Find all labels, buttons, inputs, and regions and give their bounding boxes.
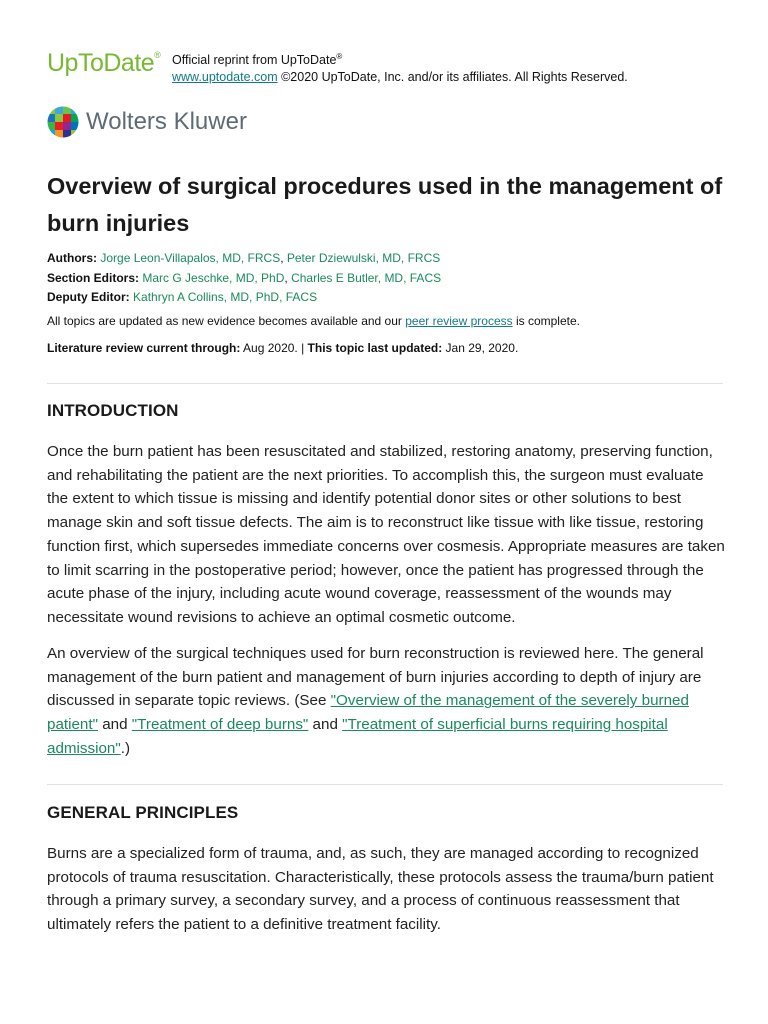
wolters-kluwer-name: Wolters Kluwer [86, 108, 247, 135]
topic-link-severely-burned[interactable]: "Overview of the management of the severely burned patient" [47, 692, 689, 734]
article-credits [47, 249, 737, 308]
deputy-editor-row [47, 288, 737, 308]
authors-row: Authors: Jorge Leon-Villapalos, MD, FRCS, Peter Dziewulski, MD, FRCS [47, 251, 441, 265]
last-updated-label: This topic last updated: [307, 341, 443, 355]
introduction-paragraph-1: Once the burn patient has been resuscitated and stabilized, restoring anatomy, preserving function, and rehabilitating the patient are the next priorities. To accomplish this, the surgeon must evaluate the extent to which tissue is missing and identify potential donor sites or other solutions to best manage skin and soft tissue defects. The aim is to reconstruct like tissue with like tissue, restoring function first, which supersedes immediate concerns over cosmesis. Appropriate measures are taken to limit scarring in the postoperative period; however, once the patient has progressed through the acute phase of the injury, including acute wound coverage, reassessment of the wounds may necessitate wound revisions to achieve an optimal cosmetic outcome. [47, 443, 725, 626]
wolters-kluwer-mosaic-icon [47, 106, 79, 138]
reprint-line: Official reprint from UpToDate [172, 53, 337, 68]
intro-p2-and-2: and [308, 716, 343, 734]
registered-mark: ® [154, 49, 161, 60]
section-editors-label: Section Editors: [47, 270, 140, 285]
section-editor-link[interactable]: Charles E Butler, MD, FACS [291, 270, 442, 285]
literature-review-line [47, 341, 737, 355]
author-link[interactable]: Peter Dziewulski, MD, FRCS [286, 251, 441, 265]
section-heading-general-principles: GENERAL PRINCIPLES [47, 803, 239, 822]
lit-review-value: Aug 2020. | [240, 341, 308, 355]
author-link[interactable]: Jorge Leon-Villapalos, MD, FRCS [100, 251, 281, 265]
deputy-editor-label: Deputy Editor: [47, 290, 130, 304]
reprint-notice [172, 48, 628, 86]
lit-review-label: Literature review current through: [47, 341, 241, 355]
divider [47, 784, 723, 785]
update-notice [47, 314, 737, 328]
intro-p2-text: An overview of the surgical techniques used for burn reconstruction is reviewed here. The general management of the burn patient and management of burn injuries according to depth of injury are discussed in separate topic reviews. (See [47, 645, 704, 710]
section-heading-introduction: INTRODUCTION [47, 401, 179, 420]
divider [47, 383, 723, 384]
section-editor-link[interactable]: Marc G Jeschke, MD, PhD [142, 270, 285, 285]
reprint-header [47, 46, 727, 86]
peer-review-link[interactable]: peer review process [405, 314, 513, 328]
deputy-editor-link[interactable]: Kathryn A Collins, MD, PhD, FACS [133, 290, 318, 304]
uptodate-logo [47, 49, 160, 78]
topic-link-deep-burns[interactable]: "Treatment of deep burns" [131, 716, 309, 734]
intro-p2-end: .) [120, 739, 131, 757]
update-notice-text: All topics are updated as new evidence becomes available and our [47, 314, 406, 328]
introduction-paragraph-2 [47, 642, 727, 761]
uptodate-site-link[interactable]: www.uptodate.com [172, 70, 278, 85]
topic-link-superficial-burns[interactable]: "Treatment of superficial burns requiring hospital admission" [47, 716, 668, 757]
last-updated-value: Jan 29, 2020. [442, 341, 519, 355]
article-title: Overview of surgical procedures used in the management of burn injuries [47, 173, 723, 236]
general-principles-paragraph-1: Burns are a specialized form of trauma, and, as such, they are managed according to recognized protocols of trauma resuscitation. Characteristically, these protocols assess the trauma/burn patient through a primary survey, a secondary survey, and a process of continuous reassessment that ultimately refers the patient to a definitive treatment facility. [47, 845, 714, 934]
authors-label: Authors: [47, 251, 97, 265]
uptodate-logo-text: UpToDate [47, 49, 155, 77]
intro-p2-and-1: and [98, 716, 132, 734]
copyright-text: ©2020 UpToDate, Inc. and/or its affiliates. All Rights Reserved. [277, 70, 628, 85]
section-editors-row: Section Editors: Marc G Jeschke, MD, PhD, Charles E Butler, MD, FACS [47, 270, 442, 285]
reprint-registered-mark: ® [336, 52, 343, 61]
update-notice-end: is complete. [512, 314, 580, 328]
